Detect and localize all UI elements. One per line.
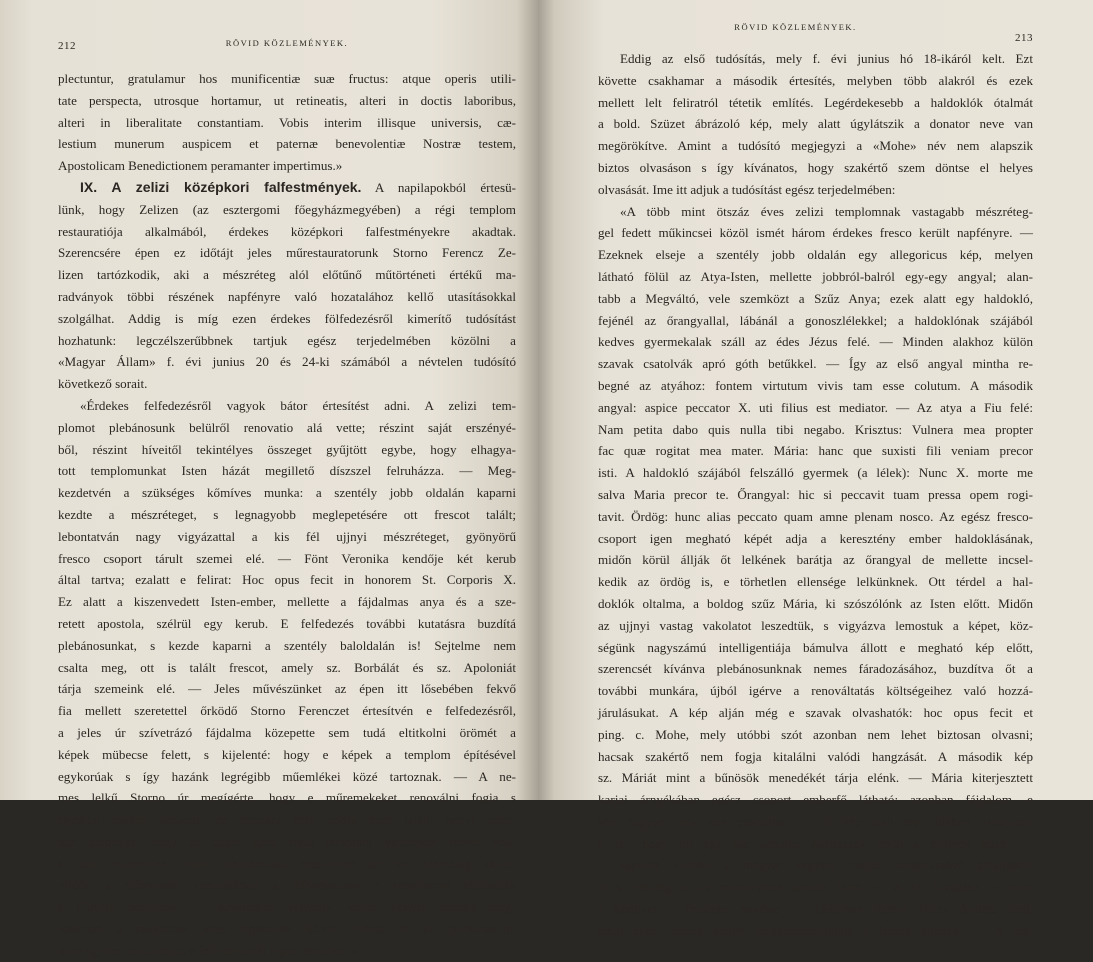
text-line	[598, 113, 1033, 135]
line-text: követte csakhamar a második értesítés, melyben több alakról és ezek	[598, 72, 1033, 88]
text-line	[598, 157, 1033, 179]
line-text: lizen tartózkodik, aki a mészréteg alól előtűnő műtörténeti értékű ma-	[58, 267, 516, 283]
text-line	[598, 375, 1033, 397]
line-text: hacsak szakértő nem fogja kitalálni valódi hangzását. A második kép	[598, 748, 1033, 764]
text-line	[598, 135, 1033, 157]
text-line	[58, 221, 516, 243]
text-line	[598, 92, 1033, 114]
text-line	[58, 395, 516, 417]
section-heading: IX. A zelizi középkori falfestmények.	[80, 178, 362, 195]
text-line	[58, 896, 516, 918]
line-text: mes lelkű Storno úr megígérte, hogy e műremekeket renoválni fogja s	[58, 790, 516, 806]
line-text: gel fedett műkincsei közöl ismét három érdekes fresco került napfényre. —	[598, 225, 1033, 241]
text-line	[58, 417, 516, 439]
line-text: A napilapokból értesü-	[361, 179, 516, 195]
line-text: lestium munerum auspicem et paternæ benevolentiæ Nostræ testem,	[58, 136, 516, 152]
text-line	[598, 484, 1033, 506]
text-line	[58, 112, 516, 134]
line-text: az ujjnyi vastag vakolatot leszedtük, s vigyázva lemostuk a képet, köz-	[598, 617, 1033, 633]
line-text: tehát ezen időben kellett megsemmisíttetnie a fresco aljának. — A har-	[598, 922, 1033, 938]
line-text: salva Maria precor te. Őrangyal: hic si peccavit tuam pressa opem rogi-	[598, 486, 1033, 502]
line-text: kedik az ördög is, e törhetlen ellensége lelkünknek. Ott térdel a hal-	[598, 574, 1033, 590]
text-line	[58, 940, 516, 962]
line-text: s 1730-ig bitorolták. — Kíváncsiak vagyunk, vajjon kegyes leend-e meg-	[58, 899, 516, 915]
line-text: megörökítve. Amint a tudósító megjegyzi a «Mohe» név nem alapszik	[598, 138, 1033, 154]
running-head-title: RÖVID KÖZLEMÉNYEK.	[225, 38, 349, 48]
text-line	[58, 678, 516, 700]
text-line	[598, 440, 1033, 462]
text-line	[598, 462, 1033, 484]
line-text: tárja szemeink elé. — Jeles művészünket az épen itt lősebében fekvő	[58, 681, 516, 697]
text-line	[58, 133, 516, 155]
text-line	[598, 767, 1033, 789]
text-line	[598, 506, 1033, 528]
text-line	[58, 700, 516, 722]
line-text: alteri in liberalitate constantiam. Vobis interim illisque universis, cæ-	[58, 114, 516, 130]
line-text: fia mellett szeretettel őrködő Storno Ferenczet értesítvén e felfedezésről,	[58, 703, 516, 719]
text-line	[598, 397, 1033, 419]
text-line	[598, 222, 1033, 244]
text-line	[598, 310, 1033, 332]
text-line	[58, 918, 516, 940]
line-text: «Érdekes felfedezésről vagyok bátor értesítést adni. A zelizi tem-	[80, 397, 516, 413]
text-line	[58, 242, 516, 264]
line-text: látható fölül az Atya-Isten, mellette jobbról-balról egy-egy angyal; alan-	[598, 268, 1033, 284]
line-text: E kápolna később a magyar kegyuri család oratoriumává alakíttatott	[598, 857, 1033, 873]
line-text: Ez alatt a kiszenvedett Isten-ember, mellette a fájdalmas anya és a sze-	[58, 594, 516, 610]
line-text: tate perspecta, utrosque hortamur, ut retineatis, alteri in doctis laboribus,	[58, 92, 516, 108]
line-text: plectuntur, gratulamur hos munificentiæ suæ fructus: atque operis utili-	[58, 71, 516, 86]
text-line	[58, 722, 516, 744]
line-text: «A több mint ötszáz éves zelizi templomnak vastagabb mészréteg-	[620, 203, 1033, 219]
text-line	[58, 351, 516, 373]
text-line	[598, 571, 1033, 593]
line-text: mint egykori tanítványa, e felfedezésről legott értesített.»	[58, 942, 358, 958]
right-page	[538, 0, 1093, 938]
line-text: ban bizonyos, hogy az egész góth stylű templom valamikor festve volt,	[58, 833, 516, 849]
text-line	[58, 591, 516, 613]
line-text: Eddig az első tudósítás, mely f. évi junius hó 18-ikáról kelt. Ezt	[620, 51, 1033, 66]
line-text: tekinteni a műkincset jeles régészünk Rómer Flóris úr, kit plebánosunk	[58, 921, 516, 937]
text-line	[58, 657, 516, 679]
line-text: következő sorait.	[58, 376, 148, 392]
text-line	[598, 201, 1033, 223]
text-line	[598, 549, 1033, 571]
line-text: csoport igen megható képét adja a keresztény ember haldoklásának,	[598, 530, 1033, 546]
line-text: midőn körül állják őt lelkének barátja az őrangyal de mellette incsel-	[598, 552, 1033, 568]
line-text: tabb a Megváltó, vele szemközt a Szűz Anya; ezek alatt egy haldokló,	[598, 290, 1033, 306]
text-line	[598, 920, 1033, 942]
line-text: kezdte a mészréteget, s legnagyobb meglepetésére ott frescot talált;	[58, 506, 516, 522]
line-text: Nam petita dabo quis nulla tibi negabo. Krisztus: Vulnera mea propter	[598, 421, 1033, 437]
text-line	[58, 439, 516, 461]
text-line	[58, 526, 516, 548]
text-line	[58, 155, 516, 177]
text-line	[58, 635, 516, 657]
running-head	[58, 38, 516, 54]
text-line	[58, 744, 516, 766]
text-line	[58, 504, 516, 526]
line-text: Szerencsére épen ez időtájt jeles műrestauratorunk Storno Ferencz Ze-	[58, 245, 516, 261]
line-text: szolgálhat. Addig is míg ezen érdekes fölfedezésről kimerítő tudósítást	[58, 310, 516, 326]
text-line	[58, 330, 516, 352]
line-text: szavak csatolvák apró góth betűkkel. — Így az első angyal mintha re-	[598, 356, 1033, 372]
page-number: 212	[58, 40, 76, 52]
text-line	[598, 811, 1033, 833]
line-text: át s jelenleg is ily minőségben tartatik fönn. — A fal kivágása — mint	[598, 879, 1033, 895]
text-line	[58, 482, 516, 504]
text-line	[598, 419, 1033, 441]
left-page	[0, 0, 538, 958]
text-line	[598, 615, 1033, 637]
text-line	[598, 637, 1033, 659]
text-line	[58, 177, 516, 199]
line-text: lebontatván nagy vigyázattal a kis fél ujjnyi mészréteget, gyönyörű	[58, 528, 516, 544]
text-line	[58, 853, 516, 875]
line-text: a jeles úr szívetrázó fájdalma közepette sem tudá eltitkolni örömét a	[58, 724, 516, 740]
line-text: restauratiója alkalmából, érdekes középkori falfestményekre akadtak.	[58, 223, 516, 239]
text-line	[58, 874, 516, 896]
line-text: plomot plebánosunk belülről renovatio alá vette; részint saját erszényé-	[58, 419, 516, 435]
line-text: a kőmíves a frescoba bevéste — 1622-ben történt Heicz András által,	[598, 901, 1033, 917]
line-text: plebánosunkat, s kezde kaparni a szentély baloldalán is! Sejtelme nem	[58, 637, 516, 653]
line-text: fresco csoport tárult szemei elé. — Fönt Veronika kendője két kerub	[58, 550, 516, 566]
line-text: radványok többi részének napfényre való hozatalához kellő utasításokkal	[58, 288, 516, 304]
text-line	[598, 680, 1033, 702]
text-line	[58, 308, 516, 330]
text-line	[58, 613, 516, 635]
text-line	[58, 264, 516, 286]
text-line	[58, 68, 516, 90]
line-text: kép nagyon meg van csonkítva. — E kép alatt régi időben kivágatott	[598, 813, 1033, 829]
text-line	[598, 353, 1033, 375]
line-text: csalta meg, ott is talált frescot, amely sz. Borbálát és sz. Apoloniát	[58, 659, 516, 675]
line-text: lünk, hogy Zelizen (az esztergomi főegyházmegyében) a régi templom	[58, 201, 516, 217]
text-line	[58, 90, 516, 112]
text-line	[598, 244, 1033, 266]
body-text	[58, 68, 516, 962]
text-line	[598, 658, 1033, 680]
text-line	[58, 548, 516, 570]
line-text: Ezeknek elseje a szentély jobb oldalán egy allegoricus kép, melyen	[598, 247, 1033, 263]
text-line	[598, 70, 1033, 92]
text-line	[598, 593, 1033, 615]
line-text: ből, részint híveitől tekintélyes összeget gyűjtött egybe, hogy elhagya-	[58, 441, 516, 457]
line-text: begné az atyához: fontem virtutum vivis tam esse colutum. A második	[598, 377, 1033, 393]
text-line	[598, 746, 1033, 768]
line-text: fejénél az őrangyallal, lábánál a gonoszlélekkel; a haldoklónak szájából	[598, 312, 1033, 328]
line-text: járulásukat. A kép alján még e szavak olvashatók: hoc opus fecit et	[598, 704, 1033, 720]
body-text	[598, 48, 1033, 942]
running-head	[598, 22, 1033, 44]
line-text: kezdetvén a szükséges kőmíves munka: a szentély jobb oldalán kaparni	[58, 485, 516, 501]
line-text: midőn a reformatió korszakában a reformatusok a templomot elrabolták	[58, 877, 516, 893]
line-text: által tartva; ezalatt e felirat: Hoc opus fecit in honorem St. Corporis X.	[58, 572, 516, 588]
text-line	[598, 266, 1033, 288]
text-line	[598, 331, 1033, 353]
text-line	[598, 898, 1033, 920]
line-text: további munkára, újból igérve a renováltatás költségeihez való hozzá-	[598, 683, 1033, 699]
text-line	[598, 288, 1033, 310]
text-line	[598, 48, 1033, 70]
text-line	[58, 569, 516, 591]
line-text: sz. Máriát mint a bűnösök menedékét tárja elénk. — Mária kiterjesztett	[598, 770, 1033, 786]
text-line	[598, 854, 1033, 876]
line-text: karjai árnyékában egész csoport emberfő látható: azonban fájdalom, e	[598, 792, 1033, 808]
line-text: fac quæ rogitat mea mater. Mária: hanc que suxisti fili veniam precor	[598, 443, 1033, 459]
line-text: képek mübecse felett, s kijelenté: hogy e képek a templom építésével	[58, 746, 516, 762]
line-text: angyal: aspice peccator X. uti filius est mediator. — Az atya a Fiu felé:	[598, 399, 1033, 415]
line-text: retett apostola, szélrül egy kerub. E felfedezés további kutatásra buzdítá	[58, 615, 516, 631]
page-number: 213	[1015, 32, 1033, 44]
text-line	[58, 199, 516, 221]
text-line	[58, 460, 516, 482]
text-line	[58, 286, 516, 308]
text-line	[58, 787, 516, 809]
line-text: a fal, hogy ott egy kis kápolna ékeltessék kívül a pillérek közé. —	[598, 835, 1033, 851]
text-line	[58, 809, 516, 831]
line-text: hozhatunk: legczélszerűbbnek tartjuk egész terjedelmében közölni a	[58, 332, 516, 348]
line-text: s csak műértetlen lelkek elhatározása meszeltété azt be, hihetőleg akkor,	[58, 855, 516, 871]
line-text: isti. A haldokló szájából felszálló gyermek (a lélek): Nunc X. morte me	[598, 465, 1033, 481]
line-text: tott templomunkat Isten házát megillető díszszel felruházza. — Meg-	[58, 463, 516, 479]
line-text: olvasását. Ime itt adjuk a tudósítást egész terjedelmében:	[598, 181, 896, 197]
text-line	[58, 766, 516, 788]
text-line	[58, 373, 516, 395]
line-text: szerencsét kívánva plebánosunknak nemes fáradozásához, buzdítva őt a	[598, 661, 1033, 677]
line-text: egykorúak s így hazánk legrégibb műemlékei közé tartoznak. — A ne-	[58, 768, 516, 784]
text-line	[58, 831, 516, 853]
running-head-title: RÖVID KÖZLEMÉNYEK.	[734, 22, 857, 32]
text-line	[598, 833, 1033, 855]
line-text: egyúttal tovább kutatott, de frescora még eddig nem talált; annyi azon-	[58, 812, 516, 828]
text-line	[598, 724, 1033, 746]
line-text: doklók oltalma, a boldog szűz Mária, ki szószólónk az Isten előtt. Midőn	[598, 595, 1033, 611]
line-text: mellett lelt feliratról tétetik említés. Legérdekesebb a haldoklók ótalmát	[598, 94, 1033, 110]
line-text: a bold. Szüzet ábrázoló kép, mely alatt úgylátszik a donator neve van	[598, 116, 1033, 132]
line-text: biztos olvasáson s így kívánatos, hogy szakértő szem döntse el helyes	[598, 159, 1033, 175]
text-line	[598, 702, 1033, 724]
text-line	[598, 179, 1033, 201]
text-line	[598, 528, 1033, 550]
line-text: kedves gyermekalak száll az édes Jézus felé. — Minden alakhoz külön	[598, 334, 1033, 350]
line-text: ping. c. Mohe, mely utóbbi szót azonban nem lehet biztosan olvasni;	[598, 726, 1033, 742]
text-line	[598, 876, 1033, 898]
line-text: «Magyar Állam» f. évi junius 20 és 24-ki számából a névtelen tudósító	[58, 354, 516, 370]
line-text: Apostolicam Benedictionem peramanter impertimus.»	[58, 158, 343, 174]
line-text: ségünk nagyszámú intelligentiája bámulva állott e megható kép előtt,	[598, 639, 1033, 655]
line-text: tavit. Ördög: hunc alias peccato quam amne plenam nosco. Az egész fresco-	[598, 508, 1033, 524]
